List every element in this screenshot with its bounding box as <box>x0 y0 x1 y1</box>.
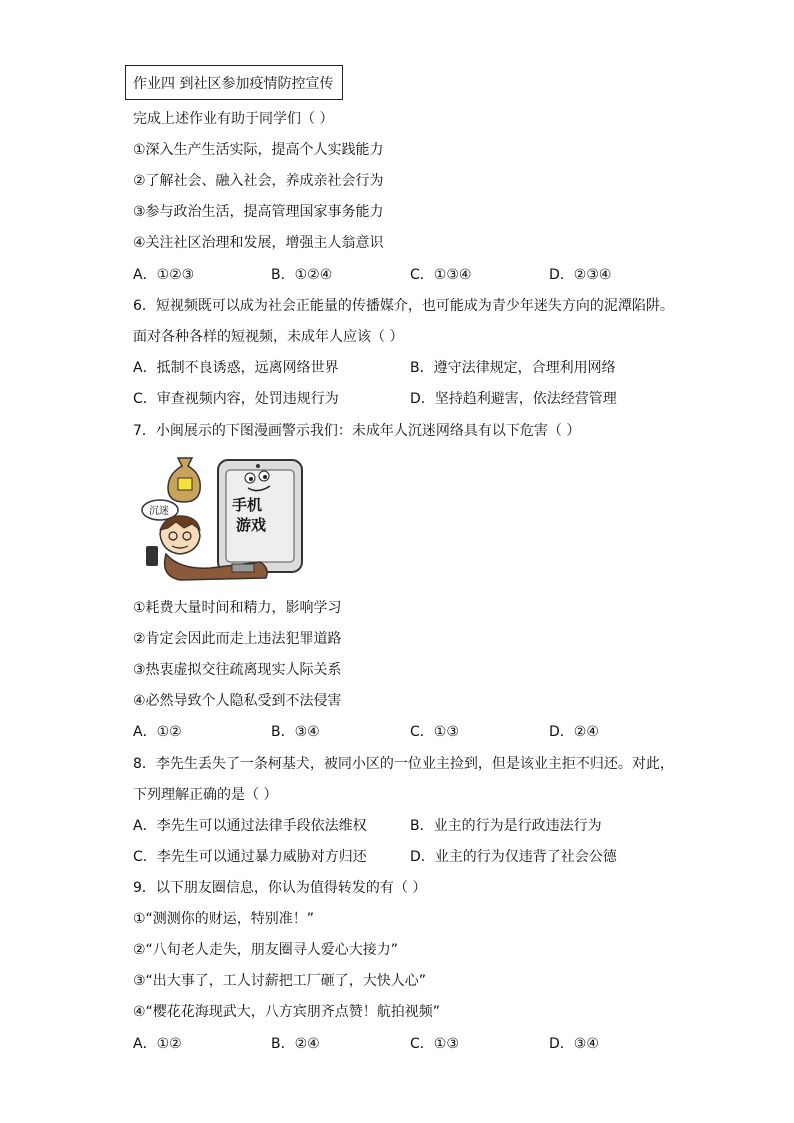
homework-title: 作业四 到社区参加疫情防控宣传 <box>133 75 334 92</box>
q8-option-d[interactable]: D．业主的行为仅违背了社会公德 <box>410 849 617 865</box>
q7-item-2: ②肯定会因此而走上违法犯罪道路 <box>133 631 342 647</box>
q5-option-b[interactable]: B．①②④ <box>271 267 333 283</box>
q8-stem-line2: 下列理解正确的是（ ） <box>133 787 278 803</box>
q9-item-4: ④“樱花花海现武大，八方宾朋齐点赞！航拍视频” <box>133 1004 441 1020</box>
addiction-label-text: 沉迷 <box>149 506 169 517</box>
q7-option-b[interactable]: B．③④ <box>271 724 320 740</box>
q9-option-a[interactable]: A．①② <box>133 1036 182 1052</box>
q7-item-3: ③热衷虚拟交往疏离现实人际关系 <box>133 662 342 678</box>
q5-item-2: ②了解社会、融入社会，养成亲社会行为 <box>133 173 384 189</box>
q7-item-1: ①耗费大量时间和精力，影响学习 <box>133 600 342 616</box>
phone-game-text-line1: 手机 <box>232 496 263 514</box>
q7-option-c[interactable]: C．①③ <box>410 724 459 740</box>
q9-option-c[interactable]: C．①③ <box>410 1036 459 1052</box>
q5-option-d[interactable]: D．②③④ <box>549 267 612 283</box>
q5-item-1: ①深入生产生活实际，提高个人实践能力 <box>133 142 384 158</box>
q5-item-4: ④关注社区治理和发展，增强主人翁意识 <box>133 235 384 251</box>
q5-stem: 完成上述作业有助于同学们（ ） <box>133 111 334 127</box>
q5-option-a[interactable]: A．①②③ <box>133 267 195 283</box>
q9-item-1: ①“测测你的财运，特别准！” <box>133 911 315 927</box>
q8-option-a[interactable]: A．李先生可以通过法律手段依法维权 <box>133 818 367 834</box>
q6-option-a[interactable]: A．抵制不良诱惑，远离网络世界 <box>133 360 339 376</box>
q6-option-c[interactable]: C．审查视频内容，处罚违规行为 <box>133 391 339 407</box>
q6-stem-line1: 6．短视频既可以成为社会正能量的传播媒介，也可能成为青少年迷失方向的泥潭陷阱。 <box>133 298 674 314</box>
q5-option-c[interactable]: C．①③④ <box>410 267 472 283</box>
q9-item-2: ②“八旬老人走失，朋友圈寻人爱心大接力” <box>133 942 399 958</box>
q9-stem: 9．以下朋友圈信息，你认为值得转发的有（ ） <box>133 880 427 896</box>
homework-title-box <box>125 65 343 100</box>
q9-item-3: ③“出大事了，工人讨薪把工厂砸了，大快人心” <box>133 973 427 989</box>
q7-option-d[interactable]: D．②④ <box>549 724 599 740</box>
q8-option-c[interactable]: C．李先生可以通过暴力威胁对方归还 <box>133 849 367 865</box>
q7-stem: 7．小闽展示的下图漫画警示我们：未成年人沉迷网络具有以下危害（ ） <box>133 423 581 439</box>
q8-option-b[interactable]: B．业主的行为是行政违法行为 <box>410 818 602 834</box>
q6-stem-line2: 面对各种各样的短视频，未成年人应该（ ） <box>133 329 404 345</box>
phone-game-text-line2: 游戏 <box>236 516 267 534</box>
internet-addiction-cartoon <box>140 452 318 582</box>
q7-option-a[interactable]: A．①② <box>133 724 182 740</box>
q7-item-4: ④必然导致个人隐私受到不法侵害 <box>133 693 342 709</box>
q8-stem-line1: 8．李先生丢失了一条柯基犬，被同小区的一位业主捡到，但是该业主拒不归还。对此， <box>133 756 674 772</box>
q6-option-b[interactable]: B．遵守法律规定，合理利用网络 <box>410 360 616 376</box>
q5-item-3: ③参与政治生活，提高管理国家事务能力 <box>133 204 384 220</box>
q9-option-b[interactable]: B．②④ <box>271 1036 320 1052</box>
q9-option-d[interactable]: D．③④ <box>549 1036 599 1052</box>
money-bag-icon <box>168 458 200 502</box>
q6-option-d[interactable]: D．坚持趋利避害，依法经营管理 <box>410 391 617 407</box>
